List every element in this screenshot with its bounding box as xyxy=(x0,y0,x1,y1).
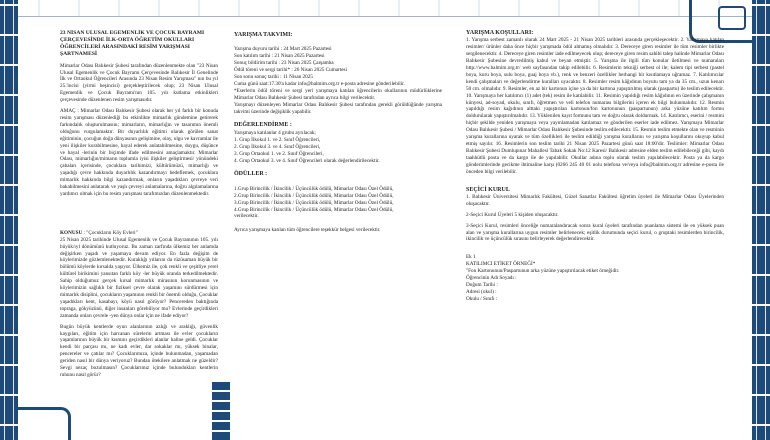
right-decorative-border xyxy=(752,0,770,440)
spacer xyxy=(60,216,218,230)
appendix-subtitle: KATILIMCI ETİKET ÖRNEĞİ* xyxy=(466,261,536,268)
column-right xyxy=(466,30,724,440)
label-field: Öğrencinin Adı Soyadı : xyxy=(466,275,517,282)
schedule-line: Yarışma duyuru tarihi : 24 Mart 2025 Pazartesi xyxy=(234,46,332,53)
award-line: 4.Grup Birincilik / İkincilik / Üçüncülük ödülü, Mimarlar Odası Özel Ödülü, xyxy=(234,206,394,213)
evaluation-intro: Yarışmaya katılanlar 4 grubu ayrılacak; xyxy=(234,129,316,136)
label-field: Adresi (okul) : xyxy=(466,288,497,295)
evaluation-group: 3. Grup Ortaokul 1. ve 2. Sınıf Öğrencileri, xyxy=(234,150,324,157)
awards-note: Ayrıca yarışmaya katılan tüm öğrencilere teşekkür belgesi verilecektir. xyxy=(234,227,381,234)
schedule-line: Son sonu sonuç tarihi : 11 Nisan 2025 xyxy=(234,74,313,81)
schedule-line: Yarışmayı düzenleyen Mimarlar Odası Balıkesir Şubesi tarafından gerekli görüldüğünde yarışma takvimi üzerinde değişiklik yapabilir. xyxy=(234,101,442,115)
topic-value: : "Çocukların Köy Evleri" xyxy=(83,229,138,236)
purpose-paragraph: AMAÇ : Mimarlar Odası Balıkesir Şubesi olarak her yıl farklı bir konuda resim yarışması düzenlediği bu etkinlikte mimarlık gündemine getirerek farkındalık oluşturulmasını; mimarların, mimarlığın ve tasarımın önemli olduğunu vurgulamaktır. Bir duyarlılık eğitimi olarak görülen sanat eğitiminin, çocuğun doğa dünyasının gelişimine, olay, olgu ve kavramlar ile yeni ilişkiler kurabilmesine, hayal ederek anlatabilmesine, duygu, düşünce ve hayal -lerinin bir biçimde ifade edilmesini amaçlamaktır. Mimarlar Odası, mimarlığın/mimarın toplumla iyisi ilişkiler geliştirmesi/ yönündeki çabaları içerisinde, çocuklara tarihimizi, kültürümüzü, mimarlığı ve yaşadığı çevre hakkında duyarlılık kazandırmayı hedeflemek, çocuklara mimarlık hakkında bilgi kazandırmak, onların yaşadıkları çevreye veri bakabilmesini anlatarak ve yaşlı çevreyi anlamalarına, doğru algılamalarına yardımcı olmak için bu resim yarışması tarafımızdan düzenlenmektedir. xyxy=(60,108,218,197)
award-line: verilecektir. xyxy=(234,213,259,220)
intro-paragraph: Mimarlar Odası Balıkesir Şubesi tarafından düzenlenmekte olan "23 Nisan Ulusal Egemenlik ve Çocuk Bayramı Çerçevesinde Balıkesir İl Genelinde İlk ve Ortaokul Öğrencileri Arasında 23 Nisan Resim Yarışması" nın bu yıl 25.'incisi (yirmi beşincisi) gerçekleştirilecek olup; 23 Nisan Ulusal Egemenlik ve Çocuk Bayramı'nın 105. yılı kutlama etkinlikleri çerçevesinde düzenlenen resim yarışmasıdır. xyxy=(60,62,218,104)
spacer xyxy=(466,180,724,187)
spacer xyxy=(60,202,218,216)
jury-item: 2-Seçici Kurul Üyeleri 5 kişiden oluşacaktır. xyxy=(466,211,559,218)
topic-heading xyxy=(60,230,218,237)
conditions-text: 1. Yarışma serbest zamanlı olarak 24 Mart 2025 - 21 Nisan 2025 tarihleri arasında gerçekleşecektir. 2. Yarışmaya katılan resimler/ ürünler daha önce hiçbir yarışmada ödül almamış olmalıdır. 3. Dereceye giren resimler ile tüm resimler birlikte sergilenecektir. 4. Dereceye giren resimler iade edilmeyecek olup; dereceye giren resim sahibi talep halinde Mimarlar Odası Balıkesir Şubesine devredilmiş kabul ve beyan etmiştir. 5. Yarışma ile ilgili tüm konular iletilmesi ve numaraları http://www.balmim.org.tr/ web sayfasından takip edilebilir. 6. Resimlerin tekniği serbest ol ile; kalem tipi serbest (pastel boya, kuru boya, sulu boya, guaj boya vb.), renk ve benzeri özellikler herhangi bir kısıtlamaya uğramaz. 7. Katılımcılar kendi çalışmaları ve değerlendirme kuralları uyacaktır. 8. Resimler resim kâğıdının boyutu tam ya da 35 cm., uzun kenarı 50 cm. olmalıdır. 9. Resimler, en az bir kartonun içine ya da bir kartona yapıştırılmış olarak (paspartu) ile teslim edilecektir. 10. Yarışmaya her katılımcı (1) adet (tek) resim ile katılabilir. 11. Resimin yapıldığı resim kâğıdının en üzerinde çalışmanın künyesi, ad-soyad, okulu, sınıfı, öğretmen ve veli telefon numarası bilgilerini içeren ek bilgi bulunmalıdır. 12. Resmin yapıldığı resim kağıdının alttaki yapıştırılan kartonun/fon kartonunun (paspartunun) arka yüzüne katılım formu doldurularak yapıştırılmalıdır. 13. Yüklenilen kayıt formunu tam ve doğru olarak doldurmak. 14. Katılımcı, eserini / resmini hiçbir şekilde yeniden yarışmaya veya yayınlamadan katılamaz ve gönderilen eserler iade edilmez. Yarışmaya Mimarlar Odası Balıkesir Şubesi / Mimarlar Odası Balıkesir Şubesinde teslim edilecektir. 15. Resmin teslim etmekte olan ve resminin yarışma kurallarına uyarak ve tüm özellikleri ile teslim edildiği yarışma kurallarını ve yarışma koşullarını okuyup kabul etmiş sayılır. 16. Resimlerin son teslim tarihi 21 Nisan 2025 Pazartesi günü saat 18:00'dir. Teslimler: Mimarlar Odası Balıkesir Şubesi Dumlupınar Mahallesi Tabak Sokak No:12 Karesi/ Balıkesir adresine elden teslim edilebileceği gibi, kaydı taahhütlü posta ve da kargo ile de yapılabilir. Okullar adına toplu olarak teslim yapılabilecektir. Posta ya da kargo gönderimlerinde gecikme ihtimaline karşı (0266 245 40 01 nolu telefona ve/veya info@balmim.org.tr adresine e-posta ile önceden bilgi verilebilir. xyxy=(466,37,724,175)
schedule-line: Son katılım tarihi : 21 Nisan 2025 Pazartesi xyxy=(234,53,325,60)
left-decorative-border xyxy=(0,0,18,440)
topic-paragraph: 25 Nisan 2025 tarihinde Ulusal Egemenlik ve Çocuk Bayramının 105. yılı büyük/ıyl dönümünü kutluyoruz. Bu zaman zarfında ülkemiz her anlamda değişirken yaşadı ve yaşamaya devam ediyor. En fazla değişim de köylerimizde gözlemlenektedir. Kuraklığı yıllarını da rüzüsaman büyük bir bölümü köylerde kırsalda yaşıyor. Ülkemiz ile, çok renkli ve çeşitliye yerel kültürel birikimini yansıtan farklı köy -ler büyük oranda terkedilmektedir. Sahip olduğumuz gerçek kırsal mimarlık mirasının korunmasının ve köylerimizin sağlıklı bir fiziksel çevre olarak yaşamını sürdürmesi için mimarlık disiplini, çocukların yaşamının renkli bir önemli olduğu, Çocuklar yaşadıkları kent, kasabayı, köyü nasıl görüyor? Pencereden baktığında topraga, gökyüzünü, diğer insanları görebiliyor mu? Evlerinde geçirdikleri zamanda onları çevrele -yen dünya onlar için ne ifade ediyor? xyxy=(60,236,218,319)
evaluation-group: 4. Grup Ortaokul 3. ve 4. Sınıf Öğrencileri olarak değerlendirilecektir. xyxy=(234,157,380,164)
awards-heading: ÖDÜLLER : xyxy=(234,171,268,178)
schedule-line: Cuma günü saat:17.30'a kadar info@balmim.org.tr e-posta adresine gönderilebilir. xyxy=(234,80,405,87)
appendix-note: "Fon Kartonunun/Paspartunun arka yüzüne yapıştırılacak etiket örneğidir. xyxy=(466,268,620,275)
column-left xyxy=(60,30,218,440)
schedule-heading: YARIŞMA TAKVİMİ: xyxy=(234,32,293,38)
spacer xyxy=(466,247,724,254)
spacer xyxy=(234,39,442,46)
jury-heading: SEÇİCİ KURUL xyxy=(466,186,510,193)
label-field: Okulu / Sınıfı : xyxy=(466,295,498,302)
column-middle xyxy=(234,32,442,412)
evaluation-group: 1. Grup İlkokul 1. ve 2. Sınıf Öğrencileri, xyxy=(234,136,321,143)
conditions-heading: YARIŞMA KOŞULLARI: xyxy=(466,30,534,36)
award-line: 2.Grup Birincilik / İkincilik / Üçüncülük ödülü, Mimarlar Odası Özel Ödülü, xyxy=(234,192,394,199)
evaluation-group: 2. Grup İlkokul 3. ve 4. Sınıf Öğrencileri, xyxy=(234,143,321,150)
schedule-line: *Eserlerin ödül töreni ve sergi yeri yarışmaya katılan öğrencilerin okullarının müdürlüklerine Mimarlar Odası Balıkesir Şubesi tarafından ayrıca bilgi verilecektir. xyxy=(234,87,442,101)
topic-label: KONUSU xyxy=(60,229,83,236)
schedule-line: Sonuç bildirim tarihi : 23 Nisan 2025 Çarşamba xyxy=(234,60,334,67)
top-decorative-band xyxy=(18,0,752,17)
evaluation-heading: DEĞERLENDİRME : xyxy=(234,122,292,129)
schedule-line: Ödül töreni ve sergi tarihi* : 26 Nisan 2025 Cumartesi xyxy=(234,67,348,74)
award-line: 3.Grup Birincilik / İkincilik / Üçüncülük ödülü, Mimarlar Odası Özel Ödülü, xyxy=(234,199,394,206)
appendix-title: Ek 1 xyxy=(466,254,476,261)
label-field: Doğum Tarihi : xyxy=(466,282,498,288)
award-line: 1.Grup Birincilik / İkincilik / Üçüncülük ödülü, Mimarlar Odası Özel Ödülü, xyxy=(234,185,394,192)
second-paragraph: Bugün büyük kentlerde oyun alanlarının azlığı ve araklığı, güvenlik kaygıları, eğitim için harcanan sürelerin artması ile evler çocukların yaşamlarının büyük bir kısmını geçirdikleri alanlar haline geldi. Çocuklar kendi bir parçası mı, ne kadı evler, dar sokaklar mı, yüksek binalar, pencereler ve çatılar mı? Çocuklarımıza, içinde bulunmadan, yaşamadan geriden nasıl bir dünya veriyoruz? Bundan ötekilere anlatmak ne güzeldir? Sevgi nezaç bozulmasın? Çocuklarımız içinde bulundukları kentlerin ruhunu nasıl görür? xyxy=(60,323,218,378)
document-title: 23 NİSAN ULUSAL EGEMENLİK VE ÇOCUK BAYRAMI ÇERÇEVESİNDE İLK-ORTA ÖĞRETİM OKULLARI ÖĞRENCİLERİ ARASINDAKİ RESİM YARIŞMASI ŞARTNAMESİ xyxy=(60,30,205,57)
spacer xyxy=(234,179,442,186)
jury-item: 3-Seçici Kurul, resimleri önceliğe numaralandıracak sonra kural üyeleri tarafından puanlama sistemi ile en yüksek puan alan ve yarışma kurallarına uygun resimler belirlenecek; eşitlik durumunda seçici kurul, o gruptaki resimlerden birincilik, ikincilik ve üçüncülük sırasını belirleyerek değerlendirecektir. xyxy=(466,222,724,243)
jury-item: 1. Balıkesir Üniversitesi Mimarlık Fakültesi, Güzel Sanatlar Fakültesi öğretim üyeleri ile Mimarlar Odası Üyelerinden oluşacaktır. xyxy=(466,193,724,207)
